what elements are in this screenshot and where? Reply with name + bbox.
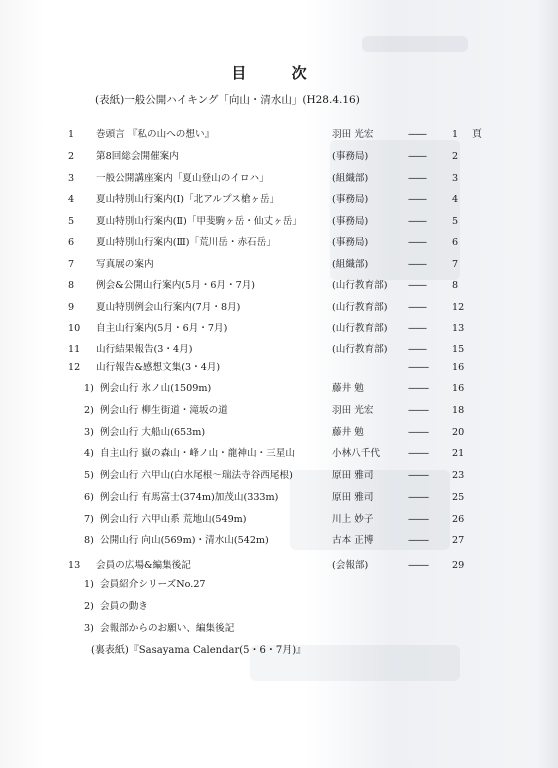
toc-sub-entry <box>0 510 558 530</box>
entry-page: 6 <box>452 237 459 248</box>
entry-author: (山行教育部) <box>332 302 388 313</box>
sub-entry-author: 川上 妙子 <box>332 514 374 525</box>
sub-entry-leader: --------- <box>408 383 429 394</box>
sub-entry-number: 3) <box>84 427 94 438</box>
entry-number: 3 <box>68 173 75 184</box>
entry-title: 山行結果報告(3・4月) <box>96 344 193 355</box>
sub-entry-title: 例会山行 六甲山系 荒地山(549m) <box>100 514 247 525</box>
entry-page: 8 <box>452 280 459 291</box>
sub-entry-number: 1) <box>84 579 94 590</box>
entry-page: 29 <box>452 560 465 571</box>
toc-sub-entry <box>0 444 558 464</box>
showthrough-banner <box>362 36 468 52</box>
sub-entry-number: 4) <box>84 448 94 459</box>
sub-entry-title: 会員紹介シリーズNo.27 <box>100 579 206 590</box>
entry-leader: -------- <box>408 280 426 291</box>
entry-page: 16 <box>452 362 465 373</box>
sub-entry-number: 8) <box>84 535 94 546</box>
entry-leader: --------- <box>408 560 429 571</box>
entry-title: 第8回総会開催案内 <box>96 151 179 162</box>
entry-number: 6 <box>68 237 75 248</box>
entry-leader: --------- <box>408 362 429 373</box>
entry-title: 写真展の案内 <box>96 259 154 270</box>
sub-entry-title: 例会山行 氷ノ山(1509m) <box>100 383 212 394</box>
sub-entry-title: 例会山行 六甲山(白水尾根〜瑞法寺谷西尾根) <box>100 470 293 481</box>
entry-title: 巻頭言 『私の山への想い』 <box>96 129 215 140</box>
entry-number: 10 <box>68 323 81 334</box>
sub-entry-author: 小林八千代 <box>332 448 380 459</box>
entry-leader: -------- <box>408 259 426 270</box>
sub-entry-author: 原田 雅司 <box>332 470 374 481</box>
sub-entry-author: 羽田 光宏 <box>332 405 374 416</box>
entry-author: (事務局) <box>332 237 369 248</box>
sub-entry-number: 1) <box>84 383 94 394</box>
toc-entry <box>0 125 558 145</box>
entry-title: 一般公開講座案内「夏山登山のイロハ」 <box>96 173 269 184</box>
toc-entry <box>0 298 558 318</box>
entry-author: (事務局) <box>332 151 369 162</box>
sub-entry-author: 藤井 勉 <box>332 427 364 438</box>
sub-entry-author: 古本 正博 <box>332 535 374 546</box>
sub-entry-leader: --------- <box>408 535 429 546</box>
back-cover-note: (裏表紙)『Sasayama Calendar(5・6・7月)』 <box>91 645 307 656</box>
sub-entry-page: 25 <box>452 492 465 503</box>
toc-entry <box>0 340 558 360</box>
toc-entry <box>0 147 558 167</box>
toc-sub-entry <box>0 619 558 639</box>
entry-page: 5 <box>452 216 459 227</box>
sub-entry-title: 公開山行 向山(569m)・清水山(542m) <box>100 535 269 546</box>
entry-leader: -------- <box>408 302 426 313</box>
sub-entry-title: 例会山行 有馬富士(374m)加茂山(333m) <box>100 492 279 503</box>
entry-author: (事務局) <box>332 216 369 227</box>
sub-entry-page: 23 <box>452 470 465 481</box>
sub-entry-page: 26 <box>452 514 465 525</box>
entry-author: (組織部) <box>332 259 369 270</box>
sub-entry-page: 27 <box>452 535 465 546</box>
toc-entry <box>0 276 558 296</box>
entry-author: (会報部) <box>332 560 369 571</box>
entry-page: 4 <box>452 194 459 205</box>
toc-sub-entry <box>0 423 558 443</box>
entry-author: (事務局) <box>332 194 369 205</box>
entry-page: 2 <box>452 151 459 162</box>
toc-entry <box>0 190 558 210</box>
entry-author: (山行教育部) <box>332 280 388 291</box>
entry-number: 2 <box>68 151 75 162</box>
entry-leader: -------- <box>408 151 426 162</box>
entry-title: 夏山特別例会山行案内(7月・8月) <box>96 302 241 313</box>
sub-entry-page: 20 <box>452 427 465 438</box>
toc-sub-entry <box>0 401 558 421</box>
toc-entry <box>0 255 558 275</box>
entry-page: 7 <box>452 259 459 270</box>
sub-entry-title: 例会山行 大船山(653m) <box>100 427 206 438</box>
sub-entry-leader: --------- <box>408 514 429 525</box>
entry-number: 12 <box>68 362 81 373</box>
sub-entry-number: 5) <box>84 470 94 481</box>
entry-title: 会員の広場&編集後記 <box>96 560 191 571</box>
sub-entry-author: 藤井 勉 <box>332 383 364 394</box>
entry-number: 9 <box>68 302 75 313</box>
toc-entry <box>0 358 558 378</box>
entry-author: 羽田 光宏 <box>332 129 374 140</box>
sub-entry-number: 2) <box>84 601 94 612</box>
entry-number: 7 <box>68 259 75 270</box>
entry-number: 1 <box>68 129 75 140</box>
entry-title: 自主山行案内(5月・6月・7月) <box>96 323 228 334</box>
sub-entry-leader: --------- <box>408 405 429 416</box>
sub-entry-author: 原田 雅司 <box>332 492 374 503</box>
entry-leader: -------- <box>408 323 426 334</box>
entry-leader: -------- <box>408 237 426 248</box>
entry-number: 11 <box>68 344 81 355</box>
sub-entry-title: 会員の動き <box>100 601 148 612</box>
entry-number: 4 <box>68 194 75 205</box>
entry-leader: -------- <box>408 194 426 205</box>
toc-sub-entry <box>0 531 558 551</box>
entry-number: 13 <box>68 560 81 571</box>
sub-entry-leader: --------- <box>408 470 429 481</box>
entry-title: 山行報告&感想文集(3・4月) <box>96 362 221 373</box>
sub-entry-leader: --------- <box>408 492 429 503</box>
entry-number: 5 <box>68 216 75 227</box>
toc-sub-entry <box>0 379 558 399</box>
sub-entry-title: 会報部からのお願い、編集後記 <box>100 623 235 634</box>
sub-entry-number: 6) <box>84 492 94 503</box>
entry-author: (山行教育部) <box>332 344 388 355</box>
entry-title: 夏山特別山行案内(Ⅲ)「荒川岳・赤石岳」 <box>96 237 276 248</box>
entry-title: 例会&公開山行案内(5月・6月・7月) <box>96 280 256 291</box>
sub-entry-number: 2) <box>84 405 94 416</box>
sub-entry-number: 3) <box>84 623 94 634</box>
sub-entry-leader: --------- <box>408 448 429 459</box>
entry-page: 1 <box>452 129 459 140</box>
sub-entry-leader: --------- <box>408 427 429 438</box>
entry-leader: -------- <box>408 344 426 355</box>
toc-entry <box>0 319 558 339</box>
sub-entry-page: 16 <box>452 383 465 394</box>
toc-entry <box>0 169 558 189</box>
toc-entry <box>0 233 558 253</box>
toc-sub-entry <box>0 466 558 486</box>
entry-page: 15 <box>452 344 465 355</box>
entry-title: 夏山特別山行案内(Ⅱ)「甲斐駒ヶ岳・仙丈ヶ岳」 <box>96 216 302 227</box>
entry-leader: -------- <box>408 129 426 140</box>
page-column-label: 頁 <box>472 129 482 140</box>
entry-title: 夏山特別山行案内(Ⅰ)「北アルプス槍ヶ岳」 <box>96 194 280 205</box>
entry-author: (山行教育部) <box>332 323 388 334</box>
cover-note: (表紙)一般公開ハイキング「向山・清水山」(H28.4.16) <box>95 94 360 106</box>
toc-sub-entry <box>0 597 558 617</box>
toc-sub-entry <box>0 488 558 508</box>
entry-page: 3 <box>452 173 459 184</box>
sub-entry-title: 自主山行 嶽の森山・峰ノ山・龍神山・三星山 <box>100 448 295 459</box>
toc-entry <box>0 212 558 232</box>
entry-leader: -------- <box>408 173 426 184</box>
entry-page: 12 <box>452 302 465 313</box>
entry-author: (組織部) <box>332 173 369 184</box>
entry-page: 13 <box>452 323 465 334</box>
toc-sub-entry <box>0 575 558 595</box>
sub-entry-page: 18 <box>452 405 465 416</box>
toc-heading: 目 次 <box>231 64 327 82</box>
sub-entry-number: 7) <box>84 514 94 525</box>
toc-entry <box>0 556 558 576</box>
entry-number: 8 <box>68 280 75 291</box>
sub-entry-page: 21 <box>452 448 465 459</box>
entry-leader: -------- <box>408 216 426 227</box>
sub-entry-title: 例会山行 柳生街道・滝坂の道 <box>100 405 228 416</box>
